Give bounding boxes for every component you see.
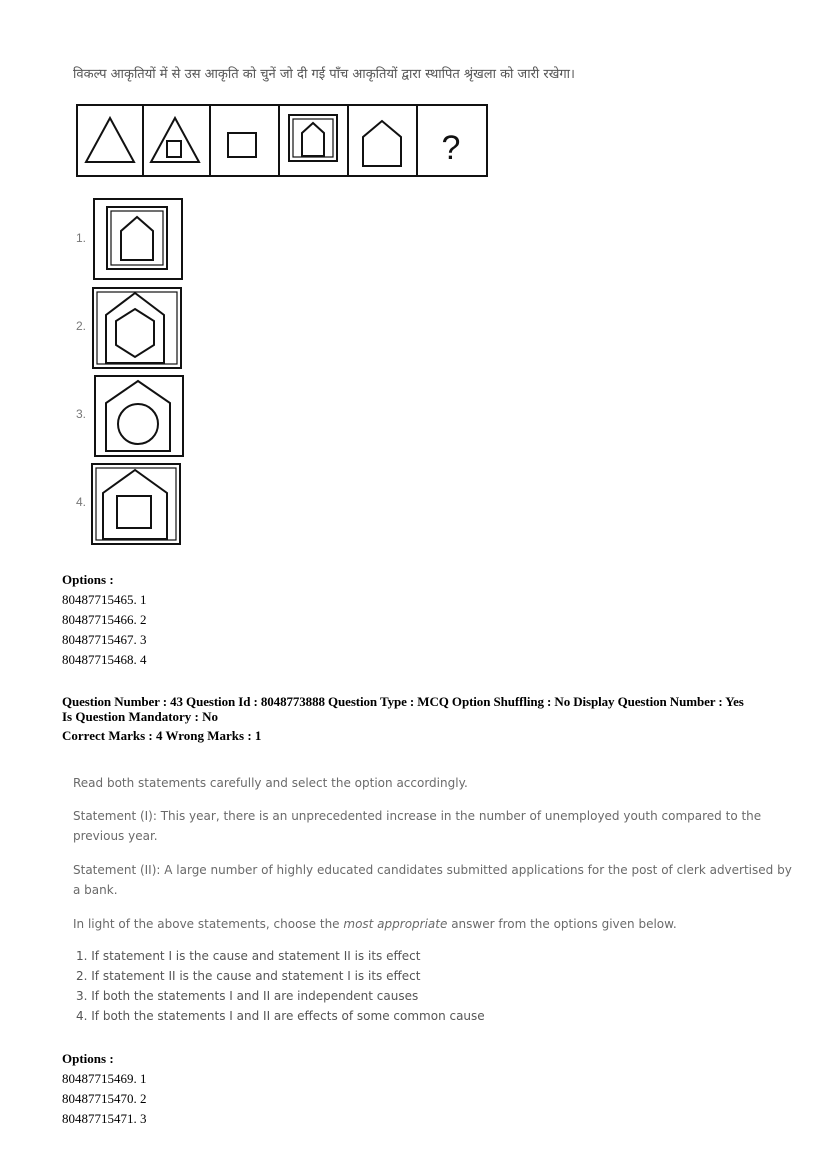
sequence-figure-4 xyxy=(289,115,337,161)
figure-sequence xyxy=(76,104,488,178)
statement-1-line-1: Statement (I): This year, there is an unprecedented increase in the number of unemployed youth compared to the xyxy=(73,809,762,823)
option-figure-1[interactable] xyxy=(93,198,183,280)
sequence-figure-5 xyxy=(363,121,401,166)
statement-2-line-2: a bank. xyxy=(73,883,118,897)
choice-item: 3. If both the statements I and II are independent causes xyxy=(76,989,419,1003)
option-figure-3[interactable] xyxy=(94,375,184,457)
option-id-row: 80487715469. 1 xyxy=(62,1071,147,1086)
question-meta-line: Question Number : 43 Question Id : 8048773888 Question Type : MCQ Option Shuffling : No Display Question Number : Yes xyxy=(62,694,744,709)
option-figure-4[interactable] xyxy=(91,463,181,545)
question-intro: Read both statements carefully and select the option accordingly. xyxy=(73,776,468,790)
option-id-row: 80487715466. 2 xyxy=(62,612,147,627)
option-label-3: 3. xyxy=(76,407,87,421)
question-mandatory: Is Question Mandatory : No xyxy=(62,709,219,724)
question-instruction: विकल्प आकृतियों में से उस आकृति को चुनें जो दी गई पाँच आकृतियों द्वारा स्थापित श्रृंखला को जारी रखेगा। xyxy=(73,67,575,82)
option-id-row: 80487715465. 1 xyxy=(62,592,147,607)
statement-2-line-1: Statement (II): A large number of highly educated candidates submitted applications for the post of clerk advertised by xyxy=(73,863,792,877)
choice-item: 1. If statement I is the cause and statement II is its effect xyxy=(76,949,421,963)
options-heading: Options : xyxy=(62,572,114,587)
emphasis-text: most appropriate xyxy=(343,917,448,931)
sequence-figure-2 xyxy=(151,118,199,162)
options-heading: Options : xyxy=(62,1051,114,1066)
question-prompt: In light of the above statements, choose the most appropriate answer from the options given below. xyxy=(73,917,677,931)
question-marks: Correct Marks : 4 Wrong Marks : 1 xyxy=(62,728,262,743)
sequence-figure-3 xyxy=(228,133,256,157)
option-figure-2[interactable] xyxy=(92,287,182,369)
option-label-4: 4. xyxy=(76,495,87,509)
option-id-row: 80487715468. 4 xyxy=(62,652,147,667)
option-label-1: 1. xyxy=(76,231,87,245)
choice-item: 2. If statement II is the cause and statement I is its effect xyxy=(76,969,421,983)
choice-item: 4. If both the statements I and II are effects of some common cause xyxy=(76,1009,485,1023)
option-id-row: 80487715470. 2 xyxy=(62,1091,147,1106)
option-label-2: 2. xyxy=(76,319,87,333)
sequence-question-mark: ? xyxy=(441,129,461,167)
statement-1-line-2: previous year. xyxy=(73,829,158,843)
option-id-row: 80487715467. 3 xyxy=(62,632,147,647)
option-id-row: 80487715471. 3 xyxy=(62,1111,147,1126)
sequence-figure-1 xyxy=(86,118,134,162)
